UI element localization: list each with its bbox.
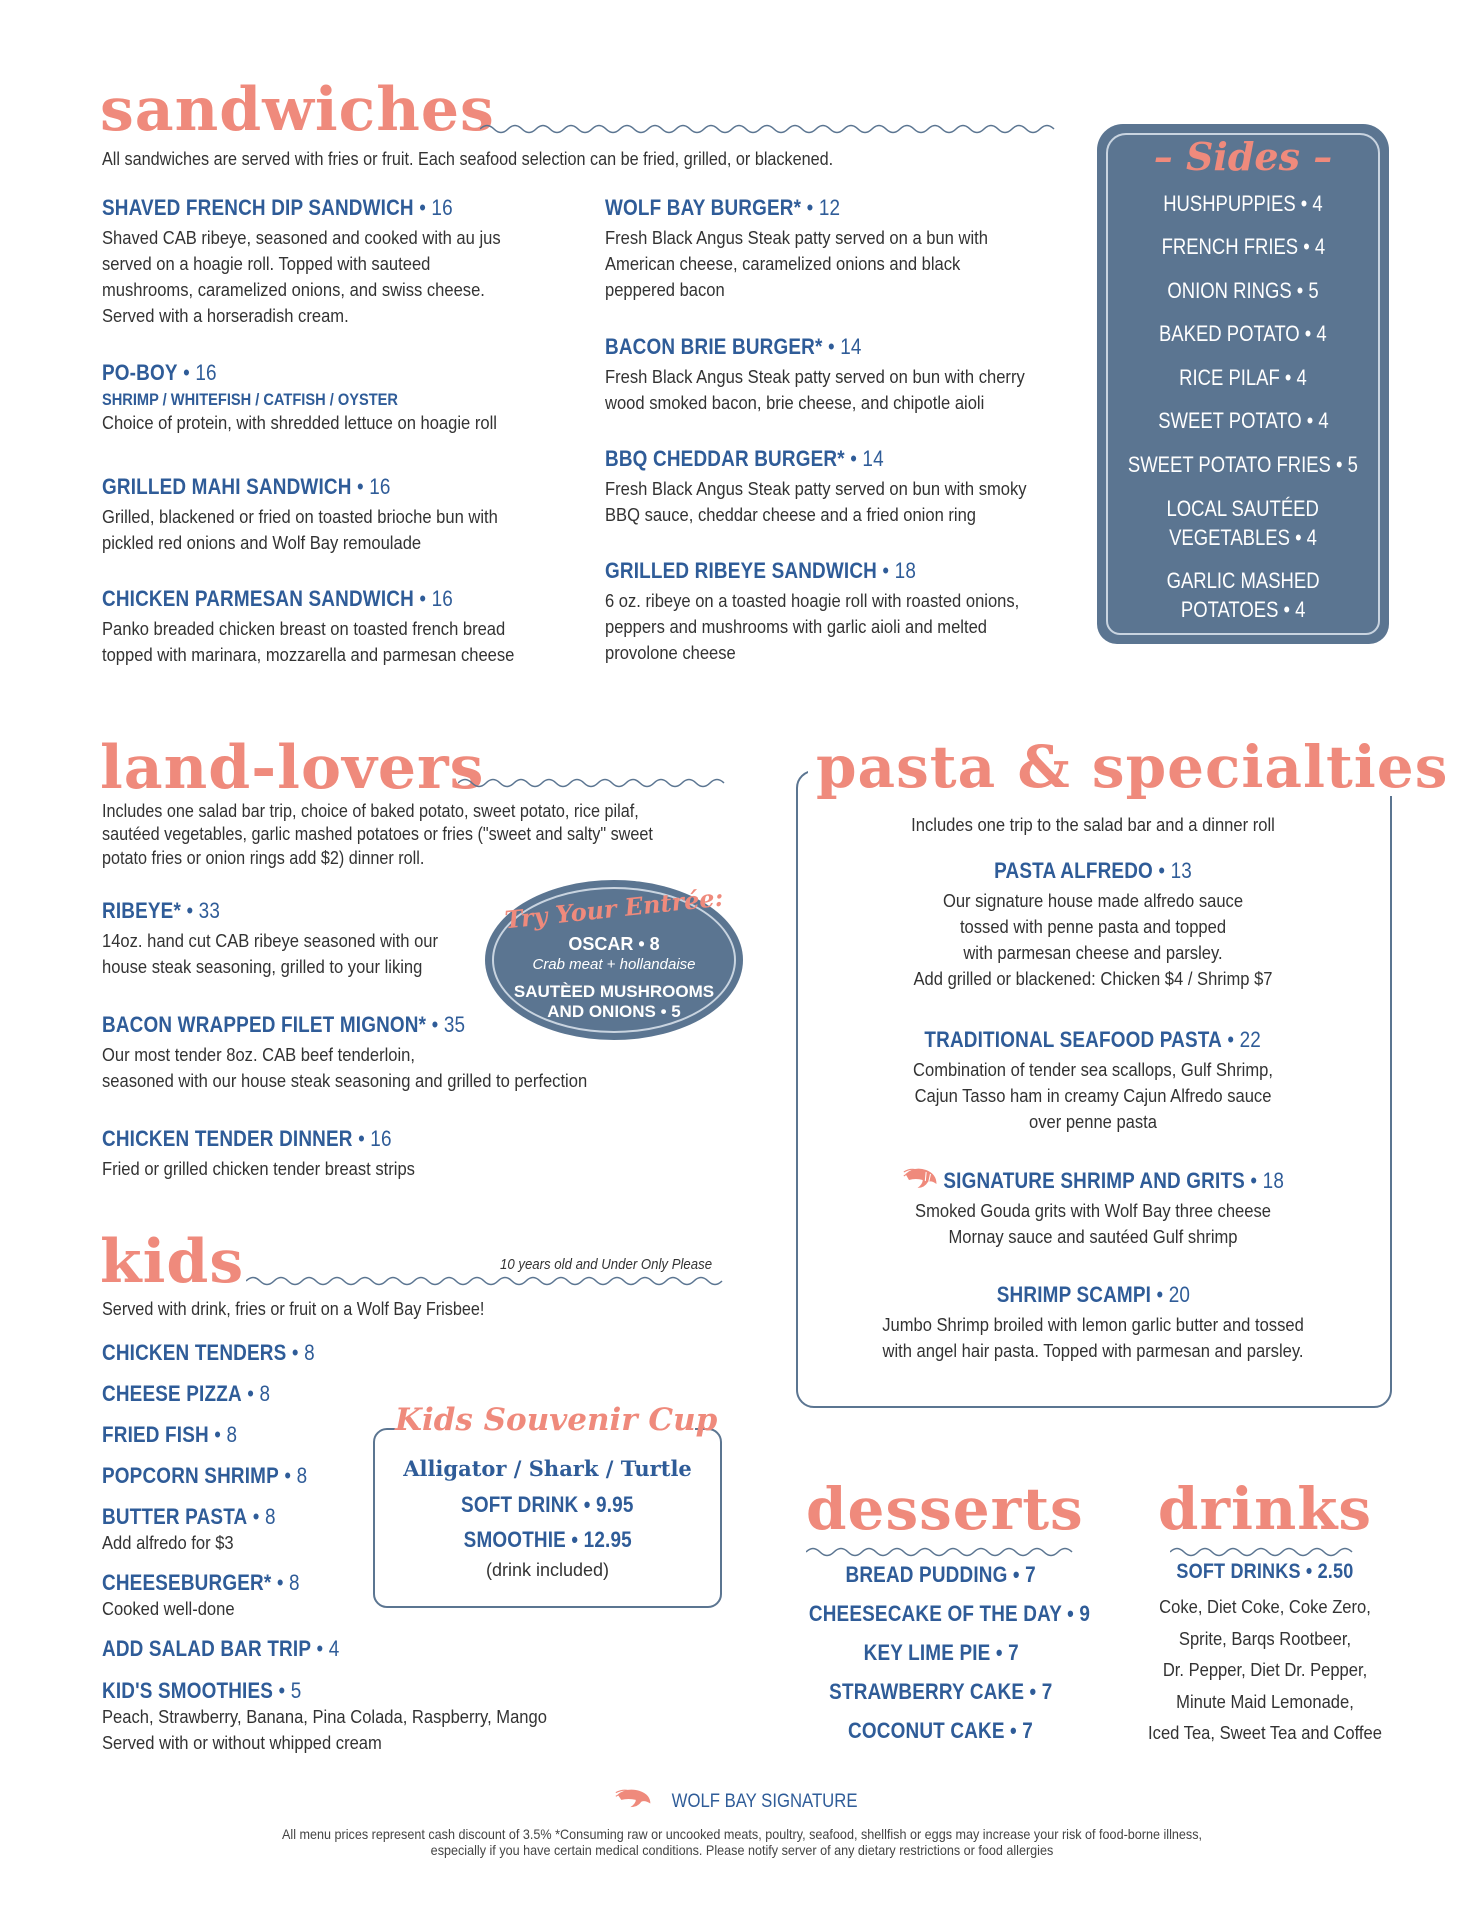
entree-addons-title: Try Your Entrée: [503, 882, 725, 935]
item-desc: Cooked well-done [102, 1599, 235, 1619]
item-name: WOLF BAY BURGER* [605, 195, 802, 220]
sandwiches-note: All sandwiches are served with fries or fruit. Each seafood selection can be fried, grilled, or blackened. [102, 149, 834, 169]
item-name: RIBEYE* [102, 898, 182, 923]
sides-title: – Sides – [1153, 134, 1333, 179]
item-desc: Our signature house made alfredo sauce [942, 891, 1244, 911]
side-item: VEGETABLES • 4 [1169, 525, 1317, 550]
menu-item [102, 586, 572, 668]
sandwiches-title: sandwiches [100, 75, 495, 145]
item-desc: seasoned with our house steak seasoning and grilled to perfection [102, 1071, 588, 1092]
item-desc: Add alfredo for $3 [102, 1533, 234, 1553]
item-desc: BBQ sauce, cheddar cheese and a fried onion ring [605, 505, 977, 526]
kids-cup-title: Kids Souvenir Cup [395, 1402, 718, 1438]
item-desc: Fresh Black Angus Steak patty served on bun with smoky [605, 479, 1027, 499]
menu-item [798, 858, 1388, 992]
item-desc: 14oz. hand cut CAB ribeye seasoned with our [102, 931, 439, 951]
menu-item [102, 1678, 586, 1756]
item-desc: topped with marinara, mozzarella and parmesan cheese [102, 645, 515, 666]
menu-item [798, 1027, 1388, 1135]
kids-note: Served with drink, fries or fruit on a Wolf Bay Frisbee! [102, 1299, 485, 1319]
item-price: • 8 [241, 1381, 271, 1406]
wave-divider [480, 122, 1058, 136]
item-desc: Fresh Black Angus Steak patty served on a bun with [605, 228, 988, 248]
item-name: BACON BRIE BURGER* [605, 334, 823, 359]
drinks-title: drinks [1157, 1475, 1373, 1543]
dessert-item: BREAD PUDDING • 7 [845, 1562, 1037, 1587]
kids-title: kids [100, 1227, 245, 1297]
shrimp-icon [902, 1166, 940, 1192]
item-name: TRADITIONAL SEAFOOD PASTA [924, 1027, 1223, 1052]
item-desc: Mornay sauce and sautéed Gulf shrimp [948, 1227, 1238, 1248]
item-desc: Panko breaded chicken breast on toasted french bread [102, 619, 506, 639]
item-desc: Served with or without whipped cream [102, 1733, 382, 1754]
item-name: BBQ CHEDDAR BURGER* [605, 446, 845, 471]
item-desc: Fresh Black Angus Steak patty served on bun with cherry [605, 367, 1025, 387]
item-name: PO-BOY [102, 360, 178, 385]
item-price: • 13 [1152, 858, 1192, 883]
kids-cup-soft: SOFT DRINK • 9.95 [461, 1492, 634, 1517]
item-name: BUTTER PASTA [102, 1504, 248, 1529]
side-item: SWEET POTATO FRIES • 5 [1127, 452, 1358, 477]
item-desc: Our most tender 8oz. CAB beef tenderloin, [102, 1045, 415, 1065]
menu-item [605, 195, 1075, 303]
item-desc: Served with a horseradish cream. [102, 306, 349, 327]
item-desc: with angel hair pasta. Topped with parmesan and parsley. [882, 1341, 1304, 1362]
menu-item [102, 474, 572, 556]
side-item: SWEET POTATO • 4 [1157, 408, 1329, 433]
item-desc: pickled red onions and Wolf Bay remoulade [102, 533, 422, 554]
item-desc: Shaved CAB ribeye, seasoned and cooked with au jus [102, 228, 501, 248]
item-name: KID'S SMOOTHIES [102, 1678, 274, 1703]
item-desc: Grilled, blackened or fried on toasted brioche bun with [102, 507, 498, 527]
item-desc: Fried or grilled chicken tender breast strips [102, 1159, 415, 1179]
item-price: • 14 [822, 334, 862, 359]
kids-cup-smoothie: SMOOTHIE • 12.95 [463, 1527, 632, 1552]
kids-cup-animals: Alligator / Shark / Turtle [403, 1456, 692, 1481]
side-item: FRENCH FRIES • 4 [1161, 234, 1325, 259]
item-name: SIGNATURE SHRIMP AND GRITS [943, 1168, 1245, 1193]
item-desc: peppers and mushrooms with garlic aioli and melted [605, 617, 988, 638]
item-desc: American cheese, caramelized onions and black [605, 254, 961, 275]
item-desc: with parmesan cheese and parsley. [963, 943, 1223, 964]
item-price: • 16 [351, 474, 391, 499]
item-desc: Cajun Tasso ham in creamy Cajun Alfredo sauce [914, 1086, 1272, 1107]
item-options: SHRIMP / WHITEFISH / CATFISH / OYSTER [102, 390, 398, 409]
item-price: • 8 [286, 1340, 315, 1365]
item-price: • 18 [1244, 1168, 1284, 1193]
item-price: • 35 [426, 1012, 466, 1037]
item-price: • 8 [271, 1570, 300, 1595]
item-desc: house steak seasoning, grilled to your liking [102, 957, 423, 978]
pasta-note: Includes one trip to the salad bar and a dinner roll [911, 815, 1275, 835]
side-item: POTATOES • 4 [1180, 597, 1306, 622]
menu-item [102, 1340, 349, 1366]
kids-age-note: 10 years old and Under Only Please [500, 1256, 713, 1273]
menu-item [605, 334, 1075, 416]
item-price: • 8 [247, 1504, 276, 1529]
item-price: • 20 [1150, 1282, 1190, 1307]
item-desc: Combination of tender sea scallops, Gulf Shrimp, [913, 1060, 1273, 1080]
item-name: PASTA ALFREDO [994, 858, 1153, 883]
item-desc: served on a hoagie roll. Topped with sauteed [102, 254, 431, 275]
menu-item [102, 1422, 259, 1448]
item-price: • 18 [877, 558, 917, 583]
signature-label: WOLF BAY SIGNATURE [671, 1791, 858, 1812]
item-desc: peppered bacon [605, 280, 725, 301]
item-name: POPCORN SHRIMP [102, 1463, 279, 1488]
item-desc: Smoked Gouda grits with Wolf Bay three cheese [915, 1201, 1271, 1221]
sides-panel [1097, 124, 1389, 644]
side-item: BAKED POTATO • 4 [1159, 321, 1327, 346]
item-name: SHRIMP SCAMPI [996, 1282, 1151, 1307]
menu-item [102, 1636, 378, 1662]
menu-item [102, 1381, 298, 1407]
land-lovers-title: land-lovers [100, 733, 485, 803]
menu-item [798, 1282, 1388, 1364]
side-item: HUSHPUPPIES • 4 [1163, 191, 1323, 216]
side-item: LOCAL SAUTÉED [1166, 496, 1320, 521]
item-name: SHAVED FRENCH DIP SANDWICH [102, 195, 414, 220]
wave-divider [458, 776, 726, 790]
item-desc: over penne pasta [1029, 1112, 1157, 1133]
wave-divider [1170, 1545, 1360, 1559]
item-desc: Choice of protein, with shredded lettuce on hoagie roll [102, 413, 497, 433]
kids-cup-included: (drink included) [485, 1560, 610, 1580]
soft-drinks-item: SOFT DRINKS • 2.50 [1176, 1560, 1354, 1583]
land-note: Includes one salad bar trip, choice of baked potato, sweet potato, rice pilaf, sautéed vegetables, garlic mashed potatoes or fries ("sweet and salty" sweet potato fries or onion rings add $2) dinner roll. [102, 801, 653, 868]
side-item: GARLIC MASHED [1166, 568, 1320, 593]
entree-addons-badge [485, 880, 743, 1040]
side-item: RICE PILAF • 4 [1179, 365, 1307, 390]
item-price: • 14 [844, 446, 884, 471]
item-price: • 4 [311, 1636, 340, 1661]
kids-cup-box [373, 1428, 722, 1608]
menu-item [605, 446, 1075, 528]
side-item: ONION RINGS • 5 [1167, 278, 1319, 303]
dessert-item: STRAWBERRY CAKE • 7 [829, 1679, 1053, 1704]
footer-disclaimer: All menu prices represent cash discount of 3.5% *Consuming raw or uncooked meats, poultry, seafood, shellfish or eggs may increase your risk of food-borne illness, especially if you have certain medical conditions. Please notify server of any dietary restrictions or food allergies [281, 1826, 1203, 1858]
item-desc: Peach, Strawberry, Banana, Pina Colada, Raspberry, Mango [102, 1707, 547, 1727]
menu-item [102, 1570, 332, 1622]
item-price: • 22 [1222, 1027, 1262, 1052]
item-name: CHICKEN PARMESAN SANDWICH [102, 586, 414, 611]
item-desc: mushrooms, caramelized onions, and swiss cheese. [102, 280, 485, 301]
item-price: • 5 [273, 1678, 302, 1703]
menu-item [102, 1126, 572, 1182]
desserts-title: desserts [806, 1475, 1084, 1543]
menu-item [102, 1504, 304, 1556]
item-price: • 8 [278, 1463, 308, 1488]
item-price: • 12 [801, 195, 841, 220]
item-desc: 6 oz. ribeye on a toasted hoagie roll with roasted onions, [605, 591, 1020, 611]
item-price: • 8 [208, 1422, 238, 1447]
item-price: • 16 [352, 1126, 392, 1151]
menu-item [798, 1166, 1388, 1250]
shrimp-icon [614, 1787, 654, 1811]
item-price: • 33 [181, 898, 221, 923]
wave-divider [806, 1545, 1076, 1559]
drinks-list: Coke, Diet Coke, Coke Zero, Sprite, Barqs Rootbeer, Dr. Pepper, Diet Dr. Pepper, Minute Maid Lemonade, Iced Tea, Sweet Tea and Coffee [1148, 1597, 1382, 1743]
item-name: CHICKEN TENDER DINNER [102, 1126, 353, 1151]
menu-item [102, 195, 572, 329]
item-price: • 16 [413, 195, 453, 220]
item-name: ADD SALAD BAR TRIP [102, 1636, 312, 1661]
menu-item [102, 1463, 341, 1489]
item-name: BACON WRAPPED FILET MIGNON* [102, 1012, 427, 1037]
mushroom-addon-price: AND ONIONS • 5 [547, 1002, 681, 1021]
item-name: CHEESEBURGER* [102, 1570, 272, 1595]
item-name: GRILLED MAHI SANDWICH [102, 474, 352, 499]
dessert-item: CHEESECAKE OF THE DAY • 9 [808, 1601, 1091, 1626]
menu-item [102, 360, 572, 436]
oscar-addon: OSCAR • 8 [568, 934, 660, 954]
item-name: FRIED FISH [102, 1422, 209, 1447]
item-desc: provolone cheese [605, 643, 736, 664]
signature-legend [0, 1787, 1484, 1813]
pasta-title: pasta & specialties [808, 738, 1456, 796]
item-price: • 16 [177, 360, 217, 385]
item-name: GRILLED RIBEYE SANDWICH [605, 558, 878, 583]
dessert-item: COCONUT CAKE • 7 [848, 1718, 1034, 1743]
menu-item [605, 558, 1075, 666]
item-name: CHICKEN TENDERS [102, 1340, 287, 1365]
item-desc: tossed with penne pasta and topped [959, 917, 1227, 938]
oscar-desc: Crab meat + hollandaise [532, 956, 696, 973]
item-name: CHEESE PIZZA [102, 1381, 242, 1406]
item-desc: wood smoked bacon, brie cheese, and chipotle aioli [605, 393, 985, 414]
mushroom-addon: SAUTÈED MUSHROOMS [513, 982, 715, 1001]
item-desc: Add grilled or blackened: Chicken $4 / Shrimp $7 [913, 969, 1273, 990]
dessert-item: KEY LIME PIE • 7 [863, 1640, 1019, 1665]
item-price: • 16 [413, 586, 453, 611]
item-desc: Jumbo Shrimp broiled with lemon garlic butter and tossed [882, 1315, 1304, 1335]
wave-divider [246, 1274, 726, 1288]
